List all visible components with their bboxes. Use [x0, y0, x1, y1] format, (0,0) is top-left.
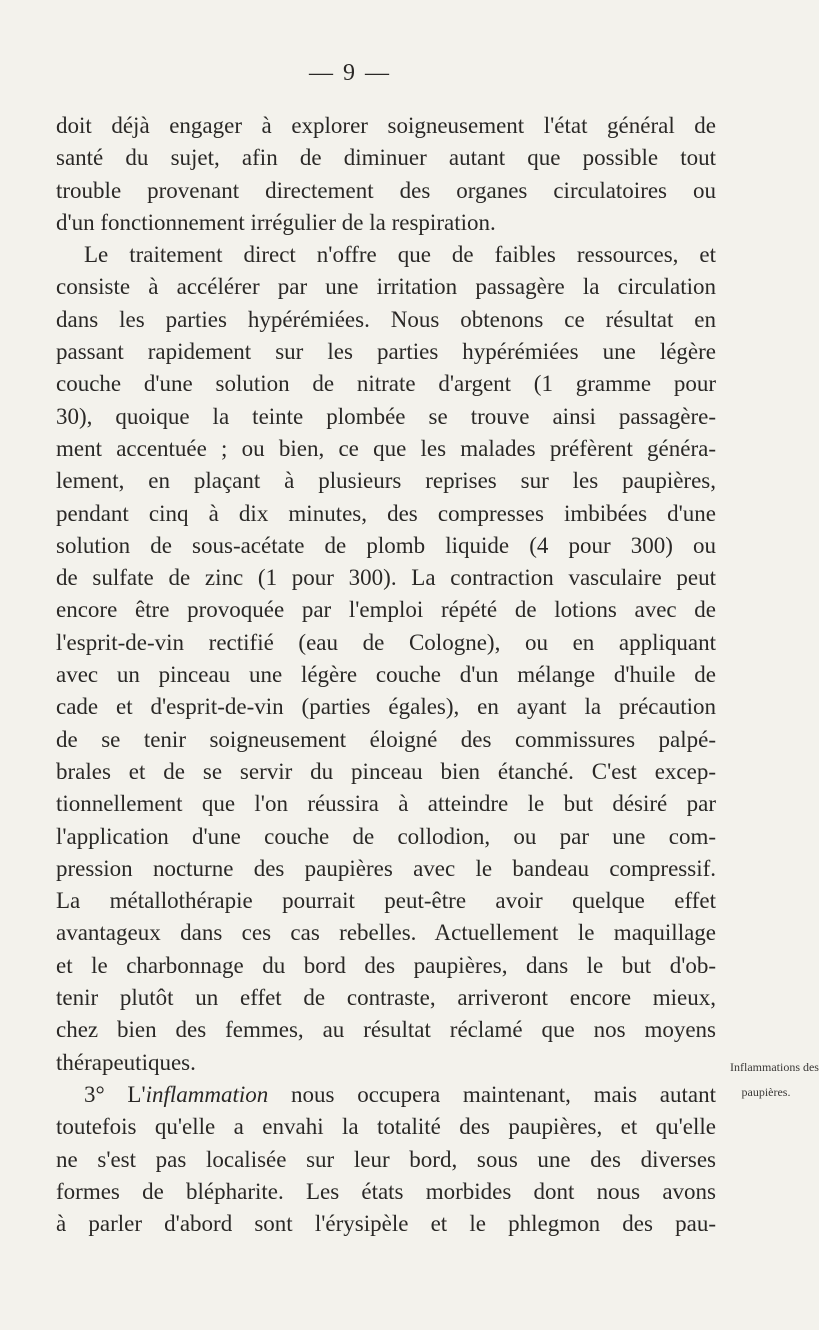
text-line: et le charbonnage du bord des paupières, dans le but d'ob-	[56, 952, 716, 978]
text-line: consiste à accélérer par une irritation passagère la circulation	[56, 274, 716, 300]
text-line: brales et de se servir du pinceau bien étanché. C'est excep-	[56, 758, 716, 784]
text-line: Le traitement direct n'offre que de faibles ressources, et	[84, 242, 716, 268]
text-line-section-heading	[56, 1079, 716, 1111]
text-line: ne s'est pas localisée sur leur bord, sous une des diverses	[56, 1146, 716, 1172]
text-line: l'esprit-de-vin rectifié (eau de Cologne), ou en appliquant	[56, 629, 716, 655]
text-line: à parler d'abord sont l'érysipèle et le phlegmon des pau-	[56, 1211, 716, 1237]
text-line: avec un pinceau une légère couche d'un mélange d'huile de	[56, 662, 716, 688]
text-line: formes de blépharite. Les états morbides dont nous avons	[56, 1178, 716, 1204]
margin-note-line: Inflammations des	[730, 1060, 819, 1074]
text-line: trouble provenant directement des organes circulatoires ou	[56, 177, 716, 203]
margin-note-line: paupières.	[741, 1085, 791, 1099]
section-suffix: nous occupera maintenant, mais autant	[268, 1081, 716, 1107]
page-number: — 9 —	[309, 60, 391, 86]
text-line: dans les parties hypérémiées. Nous obtenons ce résultat en	[56, 306, 716, 332]
text-line: cade et d'esprit-de-vin (parties égales), en ayant la précaution	[56, 694, 716, 720]
text-line: ment accentuée ; ou bien, ce que les malades préfèrent généra-	[56, 435, 716, 461]
text-line: pression nocturne des paupières avec le bandeau compressif.	[56, 855, 716, 881]
text-line: La métallothérapie pourrait peut-être avoir quelque effet	[56, 888, 716, 914]
text-line: chez bien des femmes, au résultat réclamé que nos moyens	[56, 1017, 716, 1043]
margin-note	[730, 1060, 819, 1100]
text-line: tionnellement que l'on réussira à atteindre le but désiré par	[56, 791, 716, 817]
text-line: thérapeutiques.	[56, 1049, 196, 1075]
text-line: de sulfate de zinc (1 pour 300). La contraction vasculaire peut	[56, 565, 716, 591]
text-line: avantageux dans ces cas rebelles. Actuellement le maquillage	[56, 920, 716, 946]
text-line: l'application d'une couche de collodion, ou par une com-	[56, 823, 716, 849]
text-line: santé du sujet, afin de diminuer autant que possible tout	[56, 145, 716, 171]
text-line: doit déjà engager à explorer soigneusement l'état général de	[56, 113, 716, 138]
text-line: lement, en plaçant à plusieurs reprises sur les paupières,	[56, 468, 716, 494]
text-line: couche d'une solution de nitrate d'argent (1 gramme pour	[56, 371, 716, 397]
section-term: inflammation	[145, 1081, 269, 1107]
text-line: 30), quoique la teinte plombée se trouve ainsi passagère-	[56, 403, 716, 429]
body-text	[56, 110, 716, 1240]
text-line: solution de sous-acétate de plomb liquide (4 pour 300) ou	[56, 532, 716, 558]
text-line: encore être provoquée par l'emploi répété de lotions avec de	[56, 597, 716, 623]
text-line: toutefois qu'elle a envahi la totalité des paupières, et qu'elle	[56, 1114, 716, 1140]
text-line: passant rapidement sur les parties hypérémiées une légère	[56, 339, 716, 365]
text-line: pendant cinq à dix minutes, des compresses imbibées d'une	[56, 500, 716, 526]
text-line: de se tenir soigneusement éloigné des commissures palpé-	[56, 726, 716, 752]
section-prefix: 3° L'	[84, 1081, 146, 1107]
text-line: d'un fonctionnement irrégulier de la respiration.	[56, 209, 496, 235]
text-line: tenir plutôt un effet de contraste, arriveront encore mieux,	[56, 985, 716, 1011]
